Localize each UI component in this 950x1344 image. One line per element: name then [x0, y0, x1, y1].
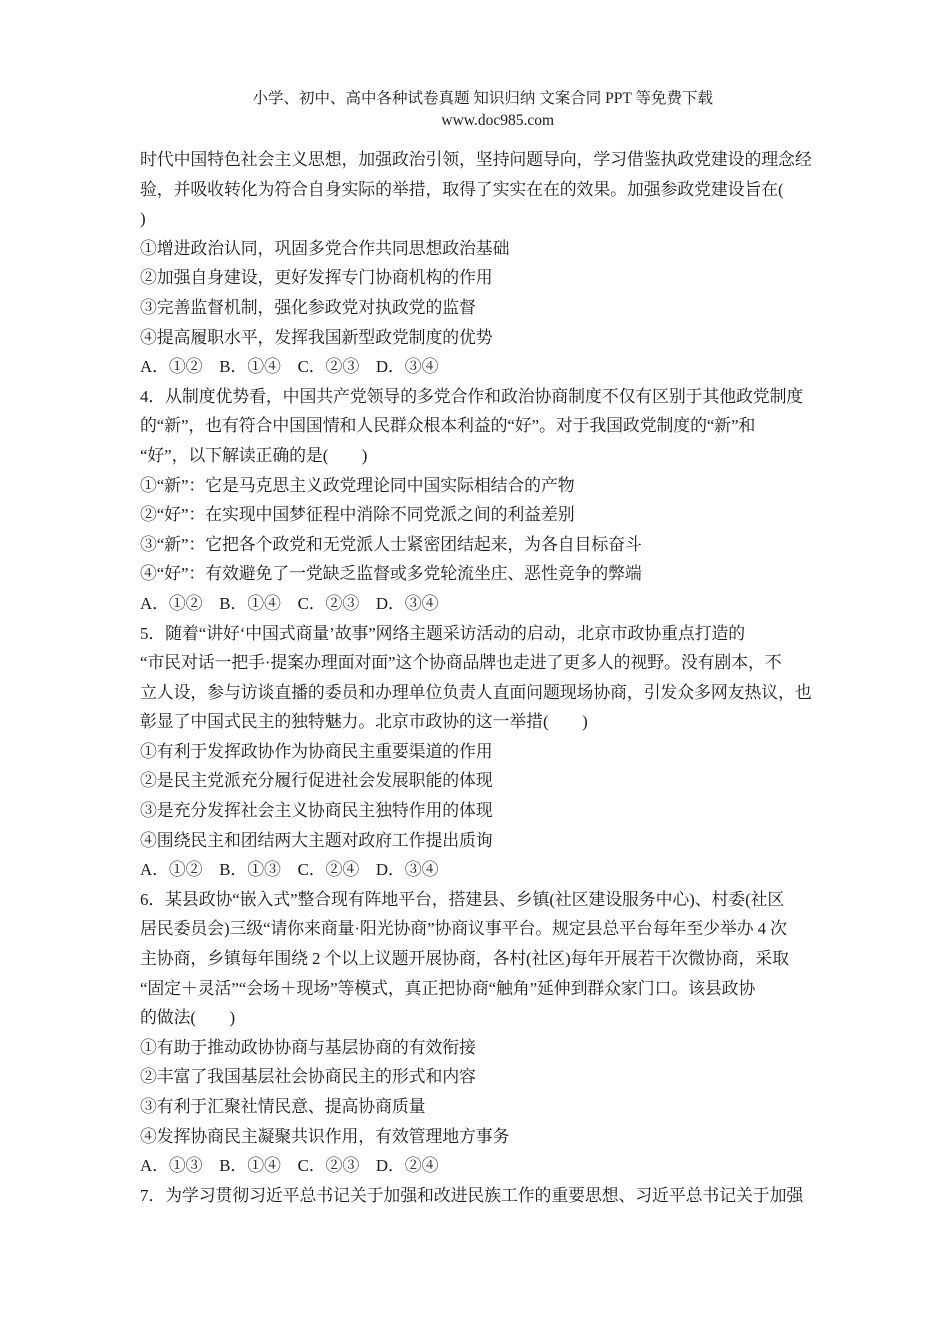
q4-option-2: ②“好”：在实现中国梦征程中消除不同党派之间的利益差别 — [140, 505, 575, 525]
q6-stem-line-2: 居民委员会)三级“请你来商量·阳光协商”协商议事平台。规定县总平台每年至少举办 4 次 — [140, 919, 787, 939]
q6-stem-line-5: 的做法( ) — [140, 1008, 236, 1028]
q4-stem-line-3: “好”，以下解读正确的是( ) — [140, 445, 368, 465]
q4-stem-line-1: 4．从制度优势看，中国共产党领导的多党合作和政治协商制度不仅有区别于其他政党制度 — [140, 386, 804, 406]
q6-stem-line-3: 主协商，乡镇每年围绕 2 个以上议题开展协商，各村(社区)每年开展若干次微协商，采取 — [140, 949, 789, 969]
q3-answer-choices: A．①② B．①④ C．②③ D．③④ — [140, 357, 439, 377]
q6-answer-choices: A．①③ B．①④ C．②③ D．②④ — [140, 1156, 439, 1176]
q5-option-3: ③是充分发挥社会主义协商民主独特作用的体现 — [140, 801, 493, 821]
q3-stem-cont-line-3: ) — [140, 209, 146, 229]
q3-option-3: ③完善监督机制，强化参政党对执政党的监督 — [140, 297, 476, 317]
q3-option-2: ②加强自身建设，更好发挥专门协商机构的作用 — [140, 268, 493, 288]
q4-option-1: ①“新”：它是马克思主义政党理论同中国实际相结合的产物 — [140, 475, 575, 495]
q3-option-1: ①增进政治认同，巩固多党合作共同思想政治基础 — [140, 238, 510, 258]
q5-option-2: ②是民主党派充分履行促进社会发展职能的体现 — [140, 771, 493, 791]
q4-answer-choices: A．①② B．①④ C．②③ D．③④ — [140, 593, 439, 613]
q6-option-1: ①有助于推动政协协商与基层协商的有效衔接 — [140, 1037, 476, 1057]
q5-answer-choices: A．①② B．①③ C．②④ D．③④ — [140, 860, 439, 880]
q4-option-3: ③“新”：它把各个政党和无党派人士紧密团结起来，为各自目标奋斗 — [140, 534, 642, 554]
q6-option-2: ②丰富了我国基层社会协商民主的形式和内容 — [140, 1067, 476, 1087]
exam-text-body — [140, 145, 820, 1210]
q5-option-4: ④围绕民主和团结两大主题对政府工作提出质询 — [140, 830, 493, 850]
q6-option-3: ③有利于汇聚社情民意、提高协商质量 — [140, 1097, 426, 1116]
q6-stem-line-1: 6．某县政协“嵌入式”整合现有阵地平台，搭建县、乡镇(社区建设服务中心)、村委(社区 — [140, 889, 785, 909]
header-promo-text: 小学、初中、高中各种试卷真题 知识归纳 文案合同 PPT 等免费下载 — [252, 90, 713, 107]
q5-stem-line-3: 立人设，参与访谈直播的委员和办理单位负责人直面问题现场协商，引发众多网友热议，也 — [140, 682, 812, 702]
header-site-url: www.doc985.com — [441, 112, 555, 129]
q3-stem-cont-line-1: 时代中国特色社会主义思想，加强政治引领，坚持问题导向，学习借鉴执政党建设的理念经 — [140, 150, 812, 169]
q5-stem-line-2: “市民对话一把手·提案办理面对面”这个协商品牌也走进了更多人的视野。没有剧本，不 — [140, 653, 782, 673]
q5-stem-line-4: 彰显了中国式民主的独特魅力。北京市政协的这一举措( ) — [140, 712, 588, 732]
page-header-watermark — [0, 66, 950, 154]
q4-option-4: ④“好”：有效避免了一党缺乏监督或多党轮流坐庄、恶性竞争的弊端 — [140, 564, 642, 584]
q4-stem-line-2: 的“新”，也有符合中国国情和人民群众根本利益的“好”。对于我国政党制度的“新”和 — [140, 416, 756, 436]
q5-option-1: ①有利于发挥政协作为协商民主重要渠道的作用 — [140, 741, 493, 761]
q7-stem-line-1: 7．为学习贯彻习近平总书记关于加强和改进民族工作的重要思想、习近平总书记关于加强 — [140, 1185, 804, 1205]
q5-stem-line-1: 5．随着“讲好‘中国式商量’故事”网络主题采访活动的启动，北京市政协重点打造的 — [140, 623, 746, 643]
q6-stem-line-4: “固定＋灵活”“会场＋现场”等模式，真正把协商“触角”延伸到群众家门口。该县政协 — [140, 978, 756, 998]
q3-stem-cont-line-2: 验，并吸收转化为符合自身实际的举措，取得了实实在在的效果。加强参政党建设旨在( — [140, 179, 784, 199]
q6-option-4: ④发挥协商民主凝聚共识作用，有效管理地方事务 — [140, 1126, 510, 1146]
q3-option-4: ④提高履职水平，发挥我国新型政党制度的优势 — [140, 327, 493, 347]
